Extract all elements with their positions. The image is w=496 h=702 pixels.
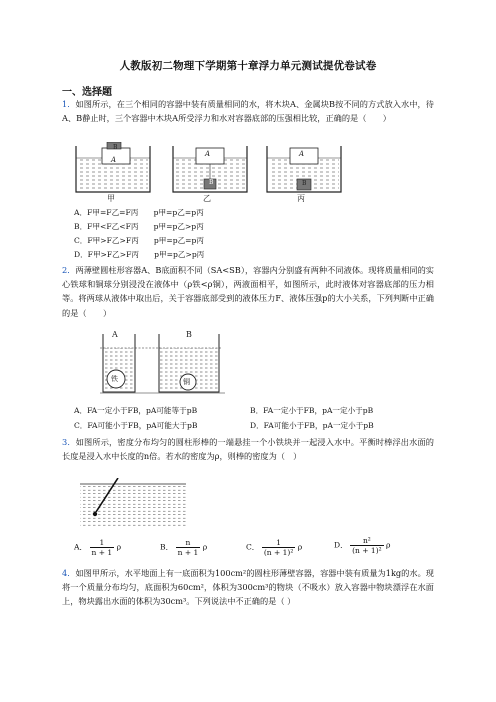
q3-figure [78, 478, 188, 528]
q2-option-a: A．FA一定小于FB，pA可能等于pB [74, 406, 198, 415]
question-3-text: 如图所示，密度分布均匀的圆柱形棒的一端悬挂一个小铁块并一起浸入水中。平衡时棒浮出水面的长度是浸入水中长度的n倍。若水的密度为ρ，则棒的密度为（ ） [62, 437, 434, 462]
question-3-number: 3． [62, 437, 76, 447]
q1-option-b: B．F甲<F乙<F丙 p甲=p乙>p丙 [74, 222, 204, 231]
q2-figure [100, 330, 230, 398]
q2-option-b: B．FA一定小于FB，pA一定小于pB [250, 406, 374, 415]
q2-container-a-label: A [112, 330, 118, 339]
q1-option-c: C．F甲>F乙>F丙 p甲=p乙=p丙 [74, 236, 204, 245]
q2-copper-label: 铜 [183, 378, 190, 386]
q1-fig-label-bing: 丙 [297, 194, 305, 203]
q1-a-label-3: A [299, 150, 305, 158]
q3-option-c: C． $\frac{1}{\text{(n + 1)²}}$ ρ [246, 538, 303, 557]
question-1-text: 如图所示，在三个相同的容器中装有质量相同的水，将木块A、金属块B按不同的方式放入水中，待A、B静止时，三个容器中木块A所受浮力和水对容器底部的压强相比较，正确的是（ ） [62, 99, 434, 124]
question-2-text: 两薄壁圆柱形容器A、B底面积不同（SA<SB），容器内分别盛有两种不同液体。现将质量相同的实心铁球和铜球分别浸没在液体中（ρ铁<ρ铜），两液面相平，如图所示，此时液体对容器底部的压力相等。将两球从液体中取出后，关于容器底部受到的液体压力F、液体压强p的大小关系，下列判断中正确的是（ ） [62, 265, 434, 318]
question-1 [62, 97, 434, 125]
q1-option-d: D．F甲>F乙>F丙 p甲=p乙>p丙 [74, 250, 205, 259]
iron-block [93, 512, 97, 516]
q1-b-label-3: B [302, 180, 307, 187]
q1-b-label-2: B [209, 179, 214, 186]
q2-container-b-label: B [186, 330, 192, 339]
q1-fig-label-yi: 乙 [203, 194, 211, 203]
q2-iron-label: 铁 [111, 375, 118, 383]
q1-a-label-1: A [111, 156, 117, 164]
question-4 [62, 566, 434, 609]
question-4-number: 4． [62, 568, 76, 578]
q3-option-d: D． $\frac{\text{n²}}{\text{(n + 1)²}}$ ρ [334, 536, 391, 555]
section-heading: 一、选择题 [62, 87, 112, 98]
q2-option-d: D．FA可能小于FB，pA一定小于pB [250, 421, 374, 430]
q3-option-a: A． $\frac{1}{n + 1}$ ρ [74, 538, 122, 557]
page-title: 人教版初二物理下学期第十章浮力单元测试提优卷试卷 [119, 60, 377, 72]
q1-option-a: A．F甲=F乙=F丙 p甲=p乙=p丙 [74, 208, 204, 217]
question-1-number: 1． [62, 99, 76, 109]
q2-option-c: C．FA可能小于FB，pA可能大于pB [74, 421, 198, 430]
question-2-number: 2． [62, 265, 76, 275]
q1-fig-label-jia: 甲 [107, 194, 115, 203]
question-2 [62, 263, 434, 320]
question-4-text: 如图甲所示，水平地面上有一底面积为100cm²的圆柱形薄壁容器，容器中装有质量为1kg的水。现将一个质量分布均匀，底面积为60cm²，体积为300cm³的物块（不吸水）放入容器中物块漂浮在水面上，物块露出水面的体积为30cm³。下列说法中不正确的是（ ） [62, 568, 434, 607]
q3-option-b: B． $\frac{n}{n + 1}$ ρ [160, 538, 208, 557]
question-3 [62, 435, 434, 463]
q1-b-label: B [113, 144, 118, 151]
q1-a-label-2: A [205, 150, 211, 158]
